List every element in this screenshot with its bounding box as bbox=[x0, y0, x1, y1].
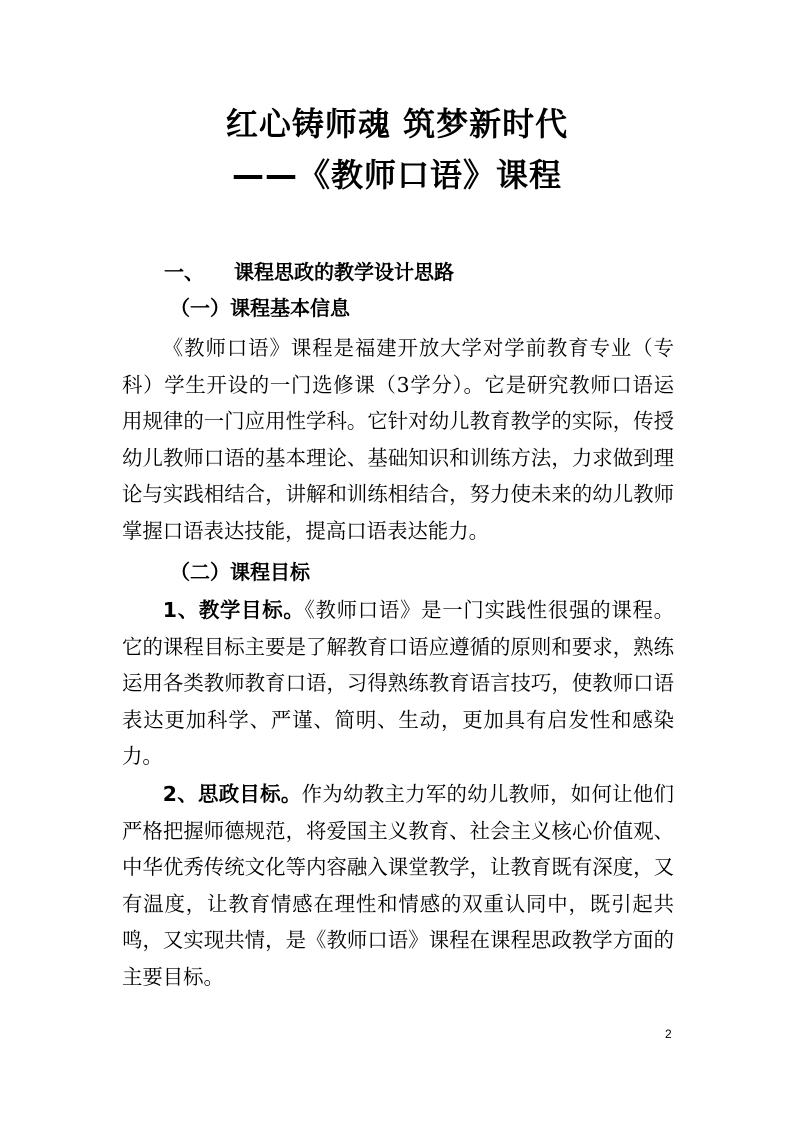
ideology-goal-text: 作为幼教主力军的幼儿教师，如何让他们严格把握师德规范，将爱国主义教育、社会主义核心价值观、中华优秀传统文化等内容融入课堂教学，让教育既有深度，又有温度，让教育情感在理性和情感的双重认同中，既引起共鸣，又实现共情，是《教师口语》课程在课程思政教学方面的主要目标。 bbox=[122, 782, 675, 989]
document-title: 红心铸师魂 筑梦新时代 bbox=[225, 105, 569, 143]
document-subtitle: ——《教师口语》课程 bbox=[231, 156, 562, 194]
page-number: 2 bbox=[665, 1027, 672, 1041]
subsection-1-heading: （一）课程基本信息 bbox=[170, 296, 350, 320]
teaching-goal-text: 《教师口语》是一门实践性很强的课程。它的课程目标主要是了解教育口语应遵循的原则和要求，熟练运用各类教师教育口语，习得熟练教育语言技巧，使教师口语表达更加科学、严谨、简明、生动，更加具有启发性和感染力。 bbox=[122, 598, 674, 769]
teaching-goal-lead: 1、教学目标。 bbox=[162, 598, 305, 622]
ideology-goal-lead: 2、思政目标。 bbox=[162, 782, 302, 806]
ideology-goal-paragraph bbox=[122, 776, 674, 996]
course-info-paragraph: 《教师口语》课程是福建开放大学对学前教育专业（专科）学生开设的一门选修课（3学分）。它是研究教师口语运用规律的一门应用性学科。它针对幼儿教育教学的实际，传授幼儿教师口语的基本理论、基础知识和训练方法，力求做到理论与实践相结合，讲解和训练相结合，努力使未来的幼儿教师掌握口语表达技能，提高口语表达能力。 bbox=[122, 336, 674, 543]
teaching-goal-paragraph bbox=[122, 592, 674, 775]
section-1-heading: 课程思政的教学设计思路 bbox=[234, 260, 454, 284]
section-1-number: 一、 bbox=[164, 260, 204, 284]
subsection-2-heading: （二）课程目标 bbox=[170, 560, 310, 584]
